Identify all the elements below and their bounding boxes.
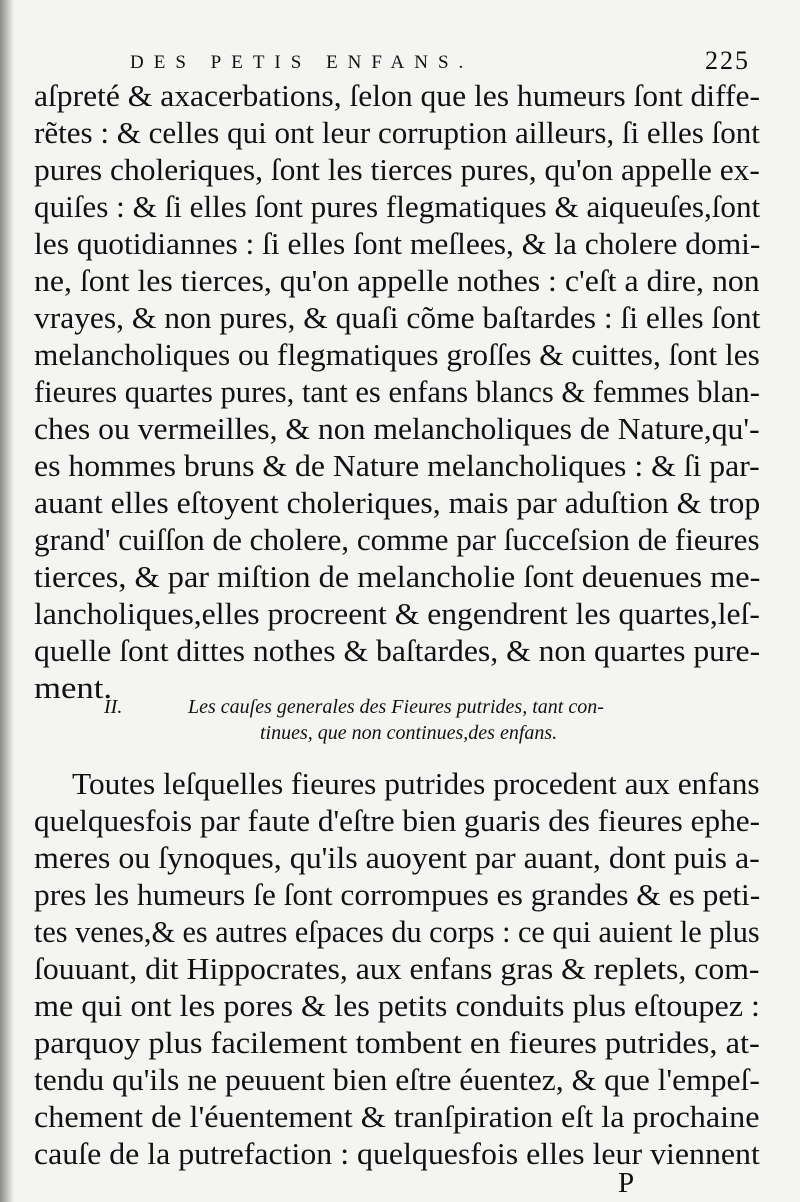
text-line: tes venes,& es autres eſpaces du corps : ce qui auient le plus [34, 914, 760, 949]
page-header [130, 46, 750, 78]
text-line: vrayes, & non pures, & quaſi cõme baſtardes : ſi elles ſont [34, 300, 761, 335]
text-line: Toutes leſquelles fieures putrides procedent aux enfans [72, 766, 760, 801]
text-line: fieures quartes pures, tant es enfans blancs & femmes blan- [34, 374, 760, 409]
text-line: chement de l'éuentement & tranſpiration eſt la prochaine [34, 1099, 760, 1134]
page-gutter-shadow [0, 0, 14, 1202]
text-line: ne, ſont les tierces, qu'on appelle nothes : c'eſt a dire, non [34, 263, 760, 298]
text-line: les quotidiannes : ſi elles ſont meſlees, & la cholere domi- [34, 226, 761, 261]
text-line: tendu qu'ils ne peuuent bien eſtre éuentez, & que l'empeſ- [34, 1062, 760, 1097]
text-line: meres ou ſynoques, qu'ils auoyent par auant, dont puis a- [34, 840, 760, 875]
text-line: cauſe de la putrefaction : quelquesfois elles leur viennent [34, 1136, 760, 1171]
text-line: tierces, & par miſtion de melancholie ſont deuenues me- [34, 559, 761, 594]
text-line: ches ou vermeilles, & non melancholiques de Nature,qu'- [34, 411, 760, 446]
text-line: ment. [34, 670, 113, 705]
section-title-line-1: Les cauſes generales des Fieures putrides, tant con- [188, 696, 604, 718]
running-head: DES PETIS ENFANS. [130, 52, 474, 73]
text-line: me qui ont les pores & les petits conduits plus eſtoupez : [34, 988, 760, 1023]
text-line: es hommes bruns & de Nature melancholiques : & ſi par- [34, 448, 760, 483]
page-number: 225 [705, 46, 750, 75]
text-line: aſpreté & axacerbations, ſelon que les humeurs ſont diffe- [34, 78, 761, 113]
text-line: grand' cuiſſon de cholere, comme par ſucceſsion de fieures [34, 522, 760, 557]
text-line: quiſes : & ſi elles ſont pures flegmatiques & aiqueuſes,ſont [34, 189, 761, 224]
text-line: quelquesfois par faute d'eſtre bien guaris des fieures ephe- [34, 803, 761, 838]
text-line: quelle ſont dittes nothes & baſtardes, & non quartes pure- [34, 633, 761, 668]
text-line: ſouuant, dit Hippocrates, aux enfans gras & replets, com- [34, 951, 760, 986]
text-line: parquoy plus facilement tombent en fieures putrides, at- [34, 1025, 760, 1060]
text-line: auant elles eſtoyent choleriques, mais par aduſtion & trop [34, 485, 761, 520]
text-line: melancholiques ou flegmatiques groſſes & cuittes, ſont les [34, 337, 760, 372]
section-title-line-2: tinues, que non continues,des enfans. [260, 722, 558, 744]
text-line: rẽtes : & celles qui ont leur corruption ailleurs, ſi elles ſont [34, 115, 760, 150]
section-number: II. [104, 696, 123, 718]
text-line: pures choleriques, ſont les tierces pures, qu'on appelle ex- [34, 152, 760, 187]
text-line: lancholiques,elles procreent & engendrent les quartes,leſ- [34, 596, 760, 631]
catchword: P [618, 1167, 635, 1199]
text-line: pres les humeurs ſe ſont corrompues es grandes & es peti- [34, 877, 761, 912]
